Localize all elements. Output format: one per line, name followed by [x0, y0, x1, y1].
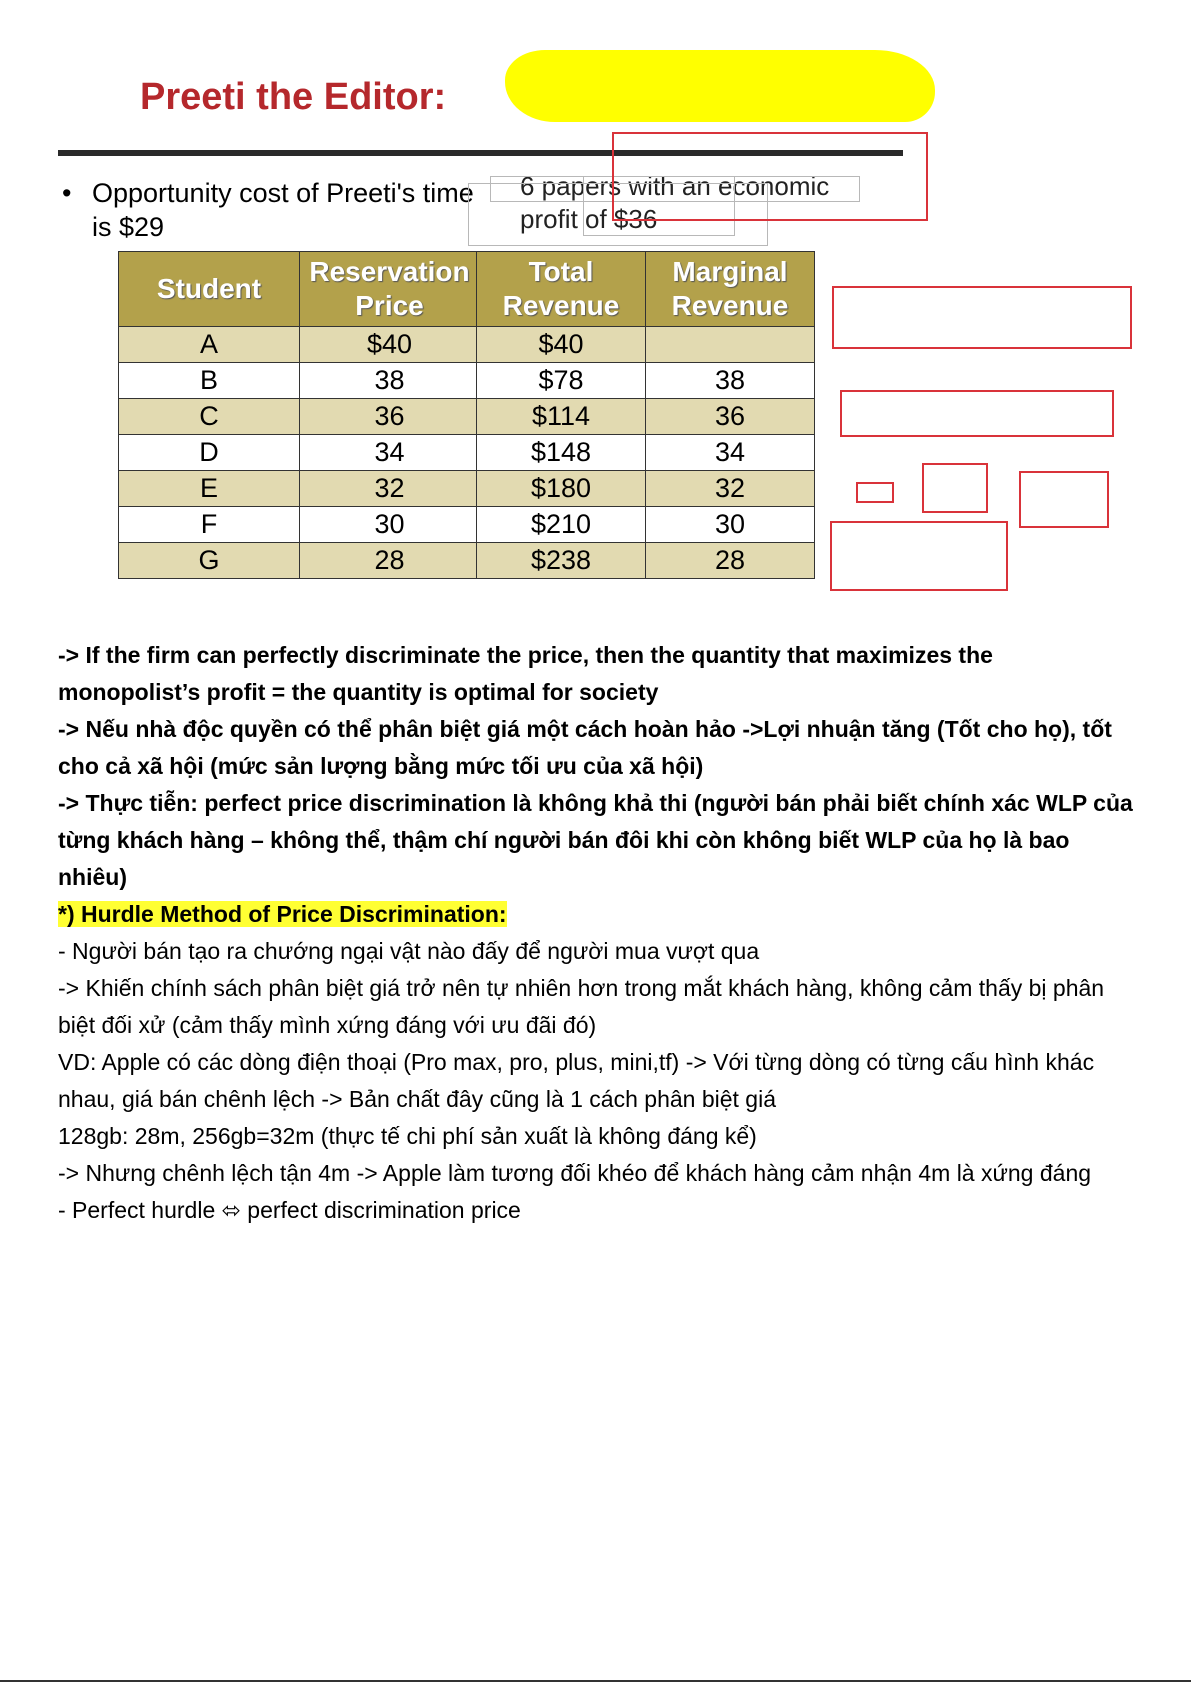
snippet-line-2: profit of $36: [520, 204, 658, 234]
marginal-revenue-cell: 34: [646, 435, 815, 471]
table-row: [119, 363, 480, 399]
note-paragraph: -> Nhưng chênh lệch tận 4m -> Apple làm tương đối khéo để khách hàng cảm nhận 4m là xứng đáng: [58, 1160, 1092, 1186]
total-revenue-cell: $210: [477, 507, 646, 543]
student-cell: A: [119, 327, 300, 363]
header-marginal-revenue: Marginal Revenue: [646, 252, 815, 327]
price-cell: 32: [300, 471, 480, 507]
annotation-box: [612, 132, 928, 221]
table-row: [477, 543, 815, 579]
header-reservation-price: Reservation Price: [300, 252, 480, 327]
table-row: [119, 327, 480, 363]
note-paragraph: -> Nếu nhà độc quyền có thể phân biệt giá một cách hoàn hảo ->Lợi nhuận tăng (Tốt cho họ), tốt cho cả xã hội (mức sản lượng bằng mức tối ưu của xã hội): [58, 716, 1112, 779]
redaction-scribble: [505, 50, 935, 122]
table-row: [119, 507, 480, 543]
price-cell: 28: [300, 543, 480, 579]
price-cell: 34: [300, 435, 480, 471]
total-revenue-cell: $238: [477, 543, 646, 579]
note-paragraph: 128gb: 28m, 256gb=32m (thực tế chi phí sản xuất là không đáng kể): [58, 1123, 757, 1149]
note-paragraph: - Perfect hurdle ⬄ perfect discrimination price: [58, 1197, 521, 1223]
total-revenue-cell: $180: [477, 471, 646, 507]
annotation-box: [830, 521, 1008, 591]
table-row: [119, 543, 480, 579]
notes-body: [58, 637, 1138, 1229]
marginal-revenue-cell: 38: [646, 363, 815, 399]
marginal-revenue-cell: 28: [646, 543, 815, 579]
table-row: [477, 507, 815, 543]
annotation-box: [856, 482, 894, 503]
price-cell: 38: [300, 363, 480, 399]
note-paragraph: - Người bán tạo ra chướng ngại vật nào đấy để người mua vượt qua: [58, 938, 760, 964]
highlighted-heading: *) Hurdle Method of Price Discrimination:: [58, 901, 507, 927]
total-revenue-cell: $40: [477, 327, 646, 363]
bullet-marker: •: [62, 178, 72, 208]
student-cell: C: [119, 399, 300, 435]
marginal-revenue-cell: 32: [646, 471, 815, 507]
total-revenue-cell: $148: [477, 435, 646, 471]
annotation-box: [922, 463, 988, 513]
table-row: [477, 327, 815, 363]
marginal-revenue-cell: 36: [646, 399, 815, 435]
note-paragraph: -> Thực tiễn: perfect price discrimination là không khả thi (người bán phải biết chính xác WLP của từng khách hàng – không thể, thậm chí người bán đôi khi còn không biết WLP của họ là bao nhiêu): [58, 790, 1133, 890]
table-row: [477, 363, 815, 399]
note-paragraph: -> If the firm can perfectly discriminate the price, then the quantity that maximizes the monopolist’s profit = the quantity is optimal for society: [58, 642, 993, 705]
price-cell: 30: [300, 507, 480, 543]
note-paragraph: -> Khiến chính sách phân biệt giá trở nên tự nhiên hơn trong mắt khách hàng, không cảm thấy bị phân biệt đối xử (cảm thấy mình xứng đáng với ưu đãi đó): [58, 975, 1105, 1038]
note-heading-hurdle: [58, 896, 1138, 933]
student-cell: D: [119, 435, 300, 471]
annotation-box: [1019, 471, 1109, 528]
student-cell: E: [119, 471, 300, 507]
bullet-text: Opportunity cost of Preeti's time is $29: [92, 178, 474, 242]
slide-title: Preeti the Editor:: [140, 76, 447, 118]
student-cell: B: [119, 363, 300, 399]
header-total-revenue: Total Revenue: [477, 252, 646, 327]
snippet-line-1: 6 papers with an economic: [520, 171, 830, 201]
annotation-box: [840, 390, 1114, 437]
table-row: [119, 435, 480, 471]
total-revenue-cell: $78: [477, 363, 646, 399]
revenue-table: [476, 251, 815, 579]
table-row: [119, 399, 480, 435]
table-row: [119, 471, 480, 507]
reservation-price-table: [118, 251, 480, 579]
table-row: [477, 471, 815, 507]
table-row: [477, 399, 815, 435]
table-row: [477, 435, 815, 471]
price-cell: $40: [300, 327, 480, 363]
marginal-revenue-cell: 30: [646, 507, 815, 543]
page-bottom-edge: [0, 1680, 1191, 1682]
annotation-box: [832, 286, 1132, 349]
note-paragraph: VD: Apple có các dòng điện thoại (Pro max, pro, plus, mini,tf) -> Với từng dòng có từng cấu hình khác nhau, giá bán chênh lệch -> Bản chất đây cũng là 1 cách phân biệt giá: [58, 1049, 1095, 1112]
total-revenue-cell: $114: [477, 399, 646, 435]
price-cell: 36: [300, 399, 480, 435]
student-cell: G: [119, 543, 300, 579]
student-cell: F: [119, 507, 300, 543]
marginal-revenue-cell: [646, 327, 815, 363]
header-student: Student: [119, 252, 300, 327]
